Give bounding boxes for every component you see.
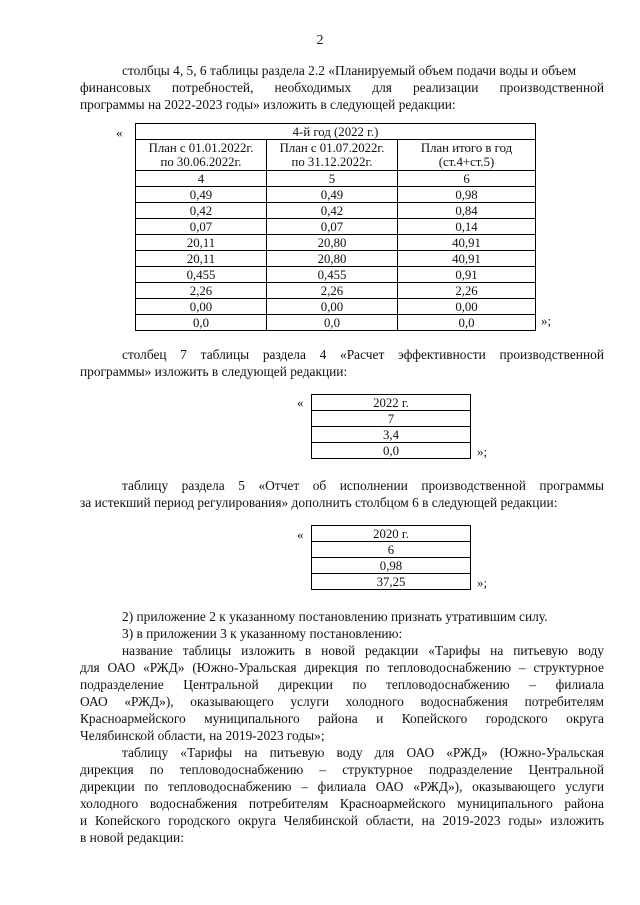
intro-line-3: программы на 2022-2023 годы» изложить в следующей редакции:	[80, 97, 456, 112]
table2-cell: 7	[312, 411, 471, 427]
table-row: 20,11 20,80 40,91	[136, 235, 536, 251]
item3-para1-line: ОАО «РЖД»), оказывающего услуги холодного водоснабжения потребителям	[80, 694, 604, 709]
item3-para1-line: Челябинской области, на 2019-2023 годы»;	[80, 728, 325, 743]
report-table	[311, 525, 471, 590]
table2-cell: 0,0	[312, 443, 471, 459]
table3-open-quote: «	[297, 527, 304, 542]
item3-para2-line: дирекция по тепловодоснабжению – структурное подразделение Центральной	[80, 762, 604, 777]
plan-table	[135, 123, 536, 331]
para3-line-1: таблицу раздела 5 «Отчет об исполнении производственной программы	[122, 478, 604, 493]
item3-para2-line: дирекции по тепловодоснабжению – филиала ОАО «РЖД»), оказывающего услуги	[80, 779, 604, 794]
para3-line-2: за истекший период регулирования» дополнить столбцом 6 в следующей редакции:	[80, 495, 558, 510]
item3-para1-line: для ОАО «РЖД» (Южно-Уральская дирекция по тепловодоснабжению – структурное	[80, 660, 604, 675]
year-header: 4-й год (2022 г.)	[136, 124, 536, 140]
table-row: 0,00 0,00 0,00	[136, 299, 536, 315]
intro-line-2: финансовых потребностей, необходимых для реализации производственной	[80, 80, 604, 95]
table3-cell: 37,25	[312, 574, 471, 590]
efficiency-table	[311, 394, 471, 459]
table3-cell: 2020 г.	[312, 526, 471, 542]
table-row: 20,11 20,80 40,91	[136, 251, 536, 267]
table3-close-mark: »;	[477, 575, 488, 590]
table-row: 0,0 0,0 0,0	[136, 315, 536, 331]
table-row: 0,42 0,42 0,84	[136, 203, 536, 219]
item-2: 2) приложение 2 к указанному постановлению признать утратившим силу.	[122, 609, 548, 624]
table-row: 0,07 0,07 0,14	[136, 219, 536, 235]
col-header-5: План с 01.07.2022г. по 31.12.2022г.	[267, 140, 398, 171]
col-header-6: План итого в год (ст.4+ст.5)	[398, 140, 536, 171]
table-row: 0,49 0,49 0,98	[136, 187, 536, 203]
table-row: 0,455 0,455 0,91	[136, 267, 536, 283]
table2-close-mark: »;	[477, 444, 488, 459]
table1-close-mark: »;	[541, 313, 552, 328]
item3-para2-line: в новой редакции:	[80, 830, 184, 845]
table3-cell: 6	[312, 542, 471, 558]
para2-line-1: столбец 7 таблицы раздела 4 «Расчет эффективности производственной	[122, 347, 604, 362]
col-header-4: План с 01.01.2022г. по 30.06.2022г.	[136, 140, 267, 171]
item-3: 3) в приложении 3 к указанному постановлению:	[122, 626, 403, 641]
item3-para2-line: холодного водоснабжения потребителям Красноармейского муниципального района	[80, 796, 604, 811]
para2-line-2: программы» изложить в следующей редакции:	[80, 364, 348, 379]
item3-para1-line: Красноармейского муниципального района и Копейского городского округа	[80, 711, 604, 726]
table2-cell: 3,4	[312, 427, 471, 443]
item3-para2-line: таблицу «Тарифы на питьевую воду для ОАО «РЖД» (Южно-Уральская	[122, 745, 604, 760]
item3-para1-line: название таблицы изложить в новой редакции «Тарифы на питьевую воду	[122, 643, 604, 658]
col-number-row: 4 5 6	[136, 171, 536, 187]
item3-para1-line: подразделение Центральной дирекции по тепловодоснабжению – филиала	[80, 677, 604, 692]
table3-cell: 0,98	[312, 558, 471, 574]
item3-para2-line: и Копейского городского округа Челябинской области, на 2019-2023 годы» изложить	[80, 813, 604, 828]
table2-cell: 2022 г.	[312, 395, 471, 411]
page-number: 2	[316, 33, 324, 48]
table-row: 2,26 2,26 2,26	[136, 283, 536, 299]
table1-open-quote: «	[116, 125, 123, 140]
table2-open-quote: «	[297, 395, 304, 410]
intro-line-1: столбцы 4, 5, 6 таблицы раздела 2.2 «Планируемый объем подачи воды и объем	[122, 63, 577, 78]
